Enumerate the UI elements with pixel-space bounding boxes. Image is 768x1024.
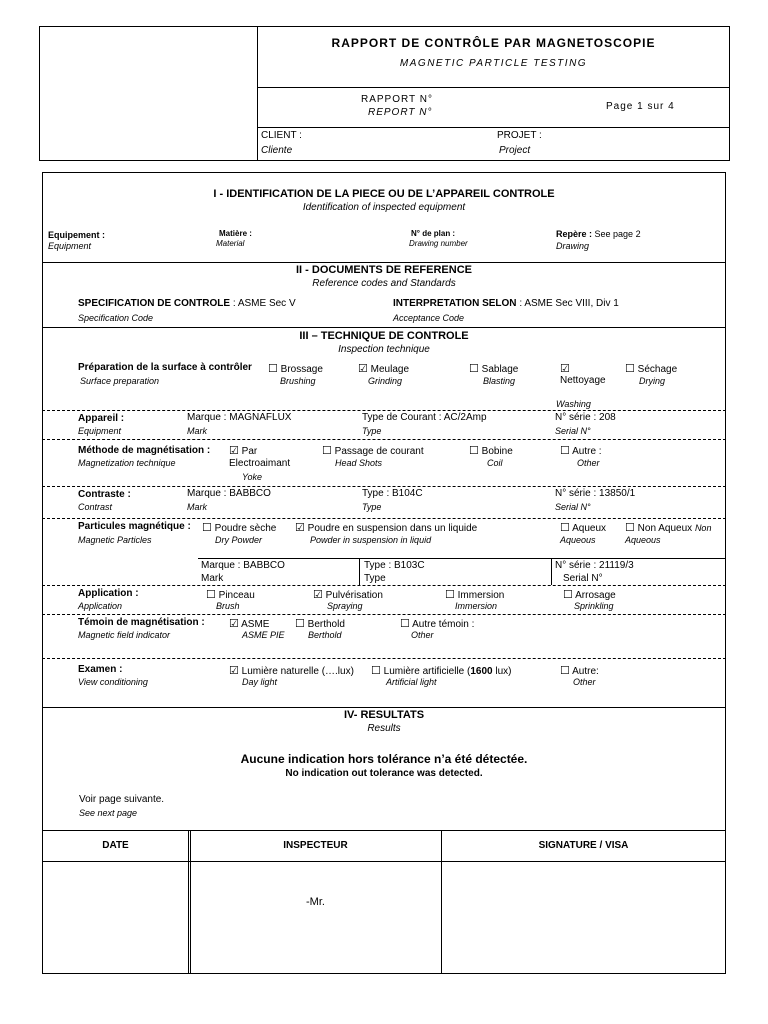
subtable-line bbox=[198, 558, 726, 559]
particules-type-en: Type bbox=[364, 573, 386, 584]
report-number-label: RAPPORT N° bbox=[361, 94, 433, 105]
methode-label-en: Magnetization technique bbox=[78, 458, 176, 468]
contraste-brand: Marque : BABBCO bbox=[187, 488, 271, 499]
methode-option-yoke-en: Yoke bbox=[242, 472, 263, 482]
section1-subtitle: Identification of inspected equipment bbox=[302, 202, 466, 213]
prep-option-meulage-en: Grinding bbox=[368, 376, 403, 386]
row-divider bbox=[42, 658, 726, 659]
methode-label: Méthode de magnétisation : bbox=[78, 445, 211, 456]
examen-label: Examen : bbox=[78, 664, 123, 675]
particules-option-suspension[interactable] bbox=[295, 521, 477, 534]
section-divider bbox=[42, 707, 726, 708]
application-option-spraying[interactable] bbox=[313, 588, 383, 601]
signature-divider bbox=[441, 830, 442, 974]
option-label: Brossage bbox=[280, 364, 323, 375]
temoin-option-asme[interactable] bbox=[229, 617, 269, 630]
methode-option-coil[interactable] bbox=[469, 444, 513, 457]
temoin-option-other[interactable] bbox=[400, 617, 474, 630]
section2-subtitle: Reference codes and Standards bbox=[312, 278, 456, 289]
prep-label-en: Surface preparation bbox=[80, 376, 160, 386]
particules-option-nonaqueous[interactable] bbox=[625, 521, 711, 534]
spec-label: SPECIFICATION DE CONTROLE bbox=[78, 298, 231, 309]
checkbox-icon[interactable]: ☐ bbox=[322, 445, 332, 457]
option-label: Lumière artificielle ( bbox=[383, 666, 471, 677]
client-label: CLIENT : bbox=[261, 130, 302, 141]
examen-option-artificial-en: Artificial light bbox=[386, 677, 437, 687]
contraste-brand-en: Mark bbox=[187, 502, 207, 512]
particules-option-nonaqueous-en: Aqueous bbox=[625, 535, 661, 545]
option-label-en: Non bbox=[694, 523, 712, 533]
option-label: Poudre sèche bbox=[214, 523, 277, 534]
option-label: Passage de courant bbox=[334, 446, 424, 457]
contraste-type: Type : B104C bbox=[362, 488, 423, 499]
date-header: DATE bbox=[102, 840, 129, 851]
option-label: Autre : bbox=[572, 446, 602, 457]
drawing-number-label: Drawing number bbox=[409, 239, 468, 248]
option-label: Immersion bbox=[457, 590, 505, 601]
matiere-label: Matière : bbox=[219, 229, 252, 238]
appareil-type-en: Type bbox=[362, 426, 382, 436]
checkbox-icon[interactable]: ☐ bbox=[625, 363, 635, 375]
checkbox-icon[interactable]: ☑ bbox=[229, 618, 239, 630]
appareil-label-en: Equipment bbox=[78, 426, 122, 436]
particules-option-aqueous[interactable] bbox=[560, 521, 606, 534]
option-label: Aqueux bbox=[572, 523, 607, 534]
section4-title: IV- RESULTATS bbox=[343, 709, 425, 721]
checkbox-icon[interactable]: ☐ bbox=[563, 589, 573, 601]
option-label: Séchage bbox=[637, 364, 678, 375]
examen-option-artificial[interactable] bbox=[371, 664, 512, 677]
next-page-note: Voir page suivante. bbox=[79, 794, 165, 805]
repere-field bbox=[556, 229, 641, 239]
interp-field bbox=[393, 298, 619, 309]
appareil-brand: Marque : MAGNAFLUX bbox=[187, 412, 292, 423]
section-divider bbox=[42, 830, 726, 831]
prep-option-nettoyage-check[interactable] bbox=[560, 362, 570, 375]
interp-label: INTERPRETATION SELON bbox=[393, 298, 517, 309]
row-divider bbox=[42, 518, 726, 519]
row-divider bbox=[42, 486, 726, 487]
methode-option-other[interactable] bbox=[560, 444, 602, 457]
option-label: Lumière naturelle (….lux) bbox=[241, 666, 354, 677]
option-label: ASME bbox=[241, 619, 270, 630]
option-label: Autre: bbox=[572, 666, 599, 677]
checkbox-icon[interactable]: ☑ bbox=[229, 665, 239, 677]
section-divider bbox=[42, 262, 726, 263]
interp-label-en: Acceptance Code bbox=[393, 313, 465, 323]
appareil-label: Appareil : bbox=[78, 413, 125, 424]
application-option-brush[interactable] bbox=[206, 588, 255, 601]
option-label: Par bbox=[241, 446, 258, 457]
particules-label: Particules magnétique : bbox=[78, 521, 191, 532]
temoin-label: Témoin de magnétisation : bbox=[78, 617, 205, 628]
prep-option-nettoyage-en: Washing bbox=[556, 399, 591, 409]
checkbox-icon[interactable]: ☐ bbox=[445, 589, 455, 601]
client-label-en: Cliente bbox=[261, 145, 293, 156]
prep-option-sechage[interactable] bbox=[625, 362, 677, 375]
checkbox-icon[interactable]: ☑ bbox=[313, 589, 323, 601]
particules-brand: Marque : BABBCO bbox=[201, 560, 285, 571]
row-divider bbox=[42, 439, 726, 440]
option-label: Pulvérisation bbox=[325, 590, 383, 601]
subtable-divider bbox=[359, 558, 360, 585]
methode-option-coil-en: Coil bbox=[487, 458, 503, 468]
repere-value: See page 2 bbox=[594, 229, 641, 239]
contraste-label: Contraste : bbox=[78, 489, 131, 500]
temoin-label-en: Magnetic field indicator bbox=[78, 630, 171, 640]
subtable-divider bbox=[551, 558, 552, 585]
appareil-serial: N° série : 208 bbox=[555, 412, 616, 423]
prep-option-meulage[interactable] bbox=[358, 362, 409, 375]
checkbox-icon[interactable]: ☐ bbox=[371, 665, 381, 677]
report-title: RAPPORT DE CONTRÔLE PAR MAGNETOSCOPIE bbox=[331, 36, 656, 50]
option-label: Poudre en suspension dans un liquide bbox=[307, 523, 478, 534]
particules-type: Type : B103C bbox=[364, 560, 425, 571]
option-label: Berthold bbox=[307, 619, 345, 630]
temoin-option-berthold[interactable] bbox=[295, 617, 345, 630]
option-label: Arrosage bbox=[575, 590, 616, 601]
particules-option-dry[interactable] bbox=[202, 521, 276, 534]
appareil-serial-en: Serial N° bbox=[555, 426, 591, 436]
application-option-immersion[interactable] bbox=[445, 588, 504, 601]
contraste-serial-en: Serial N° bbox=[555, 502, 591, 512]
option-label: Autre témoin : bbox=[412, 619, 475, 630]
methode-option-yoke-label2: Electroaimant bbox=[229, 458, 291, 469]
lux-value: 1600 bbox=[470, 666, 493, 677]
methode-option-yoke[interactable] bbox=[229, 444, 257, 457]
signature-divider bbox=[188, 830, 189, 974]
signature-header-line bbox=[42, 861, 726, 862]
report-number-label-en: REPORT N° bbox=[368, 107, 433, 118]
equipment-label-en: Equipment bbox=[48, 241, 92, 251]
checkbox-icon[interactable]: ☐ bbox=[625, 522, 635, 534]
application-option-sprinkling[interactable] bbox=[563, 588, 616, 601]
header-row-line bbox=[257, 127, 730, 128]
material-label-en: Material bbox=[216, 239, 245, 248]
checkbox-icon[interactable]: ☐ bbox=[202, 522, 212, 534]
section2-title: II - DOCUMENTS DE REFERENCE bbox=[295, 264, 472, 276]
particules-serial-en: Serial N° bbox=[563, 573, 603, 584]
methode-option-other-en: Other bbox=[577, 458, 600, 468]
next-page-note-en: See next page bbox=[79, 808, 138, 818]
section4-subtitle: Results bbox=[367, 723, 401, 734]
section3-title: III – TECHNIQUE DE CONTROLE bbox=[299, 330, 469, 342]
plan-label: N° de plan : bbox=[411, 229, 456, 238]
particules-label-en: Magnetic Particles bbox=[78, 535, 152, 545]
application-option-spraying-en: Spraying bbox=[327, 601, 363, 611]
examen-option-other[interactable] bbox=[560, 664, 599, 677]
spec-label-en: Specification Code bbox=[78, 313, 154, 323]
prep-option-brossage-en: Brushing bbox=[280, 376, 316, 386]
checkbox-icon[interactable]: ☐ bbox=[469, 445, 479, 457]
spec-value: : ASME Sec V bbox=[232, 298, 296, 309]
application-label: Application : bbox=[78, 588, 139, 599]
inspector-name: -Mr. bbox=[306, 896, 325, 908]
option-label: Meulage bbox=[370, 364, 410, 375]
prep-option-sablage[interactable] bbox=[469, 362, 518, 375]
application-option-brush-en: Brush bbox=[216, 601, 240, 611]
methode-option-headshots-en: Head Shots bbox=[335, 458, 383, 468]
section1-title: I - IDENTIFICATION DE LA PIECE OU DE L’APPAREIL CONTROLE bbox=[213, 188, 555, 200]
page-number: Page 1 sur 4 bbox=[606, 101, 675, 112]
application-option-sprinkling-en: Sprinkling bbox=[574, 601, 614, 611]
temoin-option-asme-en: ASME PIE bbox=[242, 630, 285, 640]
option-label-suffix: lux) bbox=[492, 666, 512, 677]
checkbox-icon[interactable]: ☐ bbox=[560, 665, 570, 677]
option-label: Non Aqueux bbox=[637, 523, 693, 534]
examen-label-en: View conditioning bbox=[78, 677, 148, 687]
row-divider bbox=[42, 585, 726, 586]
result-text: Aucune indication hors tolérance n’a été détectée. bbox=[240, 752, 528, 766]
row-divider bbox=[42, 410, 726, 411]
checkbox-icon[interactable]: ☐ bbox=[295, 618, 305, 630]
temoin-option-berthold-en: Berthold bbox=[308, 630, 342, 640]
application-option-immersion-en: Immersion bbox=[455, 601, 498, 611]
result-text-en: No indication out tolerance was detected. bbox=[285, 768, 483, 779]
temoin-option-other-en: Other bbox=[411, 630, 434, 640]
section3-subtitle: Inspection technique bbox=[338, 344, 430, 355]
section-divider bbox=[42, 327, 726, 328]
particules-option-aqueous-en: Aqueous bbox=[560, 535, 596, 545]
application-label-en: Application bbox=[78, 601, 123, 611]
project-label: PROJET : bbox=[497, 130, 542, 141]
methode-option-headshots[interactable] bbox=[322, 444, 424, 457]
checkbox-icon[interactable]: ☑ bbox=[358, 363, 368, 375]
contraste-type-en: Type bbox=[362, 502, 382, 512]
inspector-header: INSPECTEUR bbox=[283, 840, 348, 851]
prep-option-sablage-en: Blasting bbox=[483, 376, 516, 386]
checkbox-icon[interactable]: ☑ bbox=[295, 522, 305, 534]
particules-option-dry-en: Dry Powder bbox=[215, 535, 263, 545]
checkbox-icon[interactable]: ☐ bbox=[469, 363, 479, 375]
examen-option-daylight[interactable] bbox=[229, 664, 354, 677]
particules-brand-en: Mark bbox=[201, 573, 224, 584]
repere-label: Repère : bbox=[556, 229, 593, 239]
drawing-label-en: Drawing bbox=[556, 241, 590, 251]
report-subtitle: MAGNETIC PARTICLE TESTING bbox=[399, 58, 588, 69]
option-label: Bobine bbox=[481, 446, 513, 457]
particules-option-suspension-en: Powder in suspension in liquid bbox=[310, 535, 432, 545]
examen-option-daylight-en: Day light bbox=[242, 677, 278, 687]
examen-option-other-en: Other bbox=[573, 677, 596, 687]
appareil-brand-en: Mark bbox=[187, 426, 207, 436]
contraste-serial: N° série : 13850/1 bbox=[555, 488, 636, 499]
checkbox-icon[interactable]: ☐ bbox=[560, 445, 570, 457]
equipement-label: Equipement : bbox=[48, 230, 106, 240]
prep-label: Préparation de la surface à contrôler bbox=[78, 362, 252, 373]
option-label: Pinceau bbox=[218, 590, 255, 601]
prep-option-nettoyage-label: Nettoyage bbox=[560, 375, 606, 386]
header-row-line bbox=[257, 87, 730, 88]
checkbox-icon[interactable]: ☐ bbox=[560, 522, 570, 534]
prep-option-brossage[interactable] bbox=[268, 362, 323, 375]
prep-option-sechage-en: Drying bbox=[639, 376, 666, 386]
checkbox-icon[interactable]: ☑ bbox=[229, 445, 239, 457]
checkbox-icon[interactable]: ☐ bbox=[206, 589, 216, 601]
checkbox-icon[interactable]: ☐ bbox=[400, 618, 410, 630]
option-label: Sablage bbox=[481, 364, 519, 375]
visa-header: SIGNATURE / VISA bbox=[538, 840, 629, 851]
spec-field bbox=[78, 298, 296, 309]
appareil-type: Type de Courant : AC/2Amp bbox=[362, 412, 487, 423]
checkbox-icon[interactable]: ☐ bbox=[268, 363, 278, 375]
checkbox-icon[interactable]: ☑ bbox=[560, 363, 570, 375]
row-divider bbox=[42, 614, 726, 615]
interp-value: : ASME Sec VIII, Div 1 bbox=[519, 298, 619, 309]
contraste-label-en: Contrast bbox=[78, 502, 113, 512]
project-label-en: Project bbox=[499, 145, 531, 156]
particules-serial: N° série : 21119/3 bbox=[555, 560, 634, 571]
